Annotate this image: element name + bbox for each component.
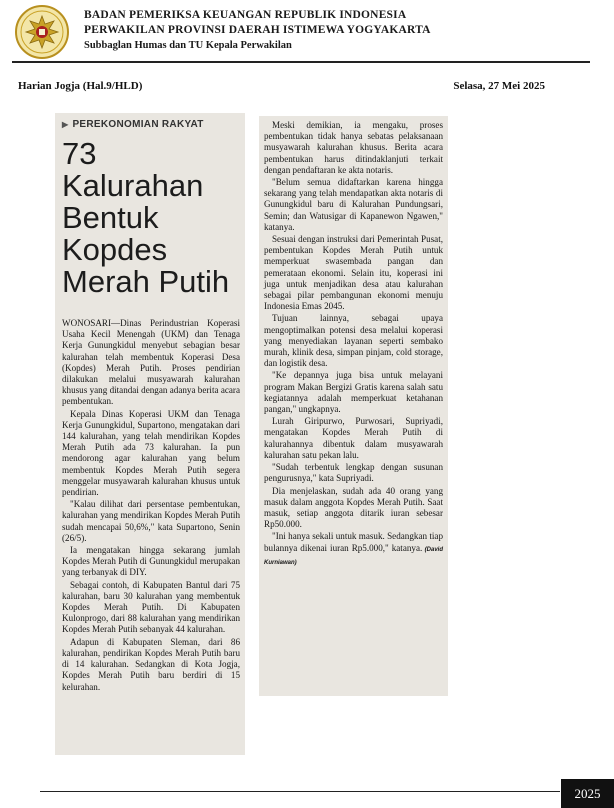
- publication-date: Selasa, 27 Mei 2025: [453, 80, 545, 92]
- right-body: [264, 120, 443, 569]
- article-paragraph: "Kalau dilihat dari persentase pembentukan, kalurahan yang mendirikan Kopdes Merah Putih sudah mencapai 50,6%," kata Supartono, Senin (26/5).: [62, 499, 240, 543]
- article-paragraph: Kepala Dinas Koperasi UKM dan Tenaga Kerja Gunungkidul, Supartono, mengatakan dari 144 kalurahan, yang telah mendirikan Kopdes Merah Putih ada 73 kalurahan. Ia pun mendorong agar kalurahan yang belum membentuk Kopdes Merah Putih segera menggelar musyawarah kalurahan khusus untuk pendirian.: [62, 408, 240, 498]
- left-body: [62, 318, 240, 693]
- org-name-line-1: BADAN PEMERIKSA KEUANGAN REPUBLIK INDONESIA: [84, 9, 407, 21]
- article-paragraph: Sesuai dengan instruksi dari Pemerintah Pusat, pembentukan Kopdes Merah Putih untuk memperkuat swasembada pangan dan pemerataan ekonomi. Selain itu, koperasi ini juga untuk menjadikan desa atau kalurahan sebagai pilar pembangunan ekonomi menuju Indonesia Emas 2045.: [264, 234, 443, 312]
- article-paragraph: "Sudah terbentuk lengkap dengan susunan pengurusnya," kata Supriyadi.: [264, 462, 443, 484]
- article-column-left: [55, 113, 245, 755]
- article-paragraph: WONOSARI—Dinas Perindustrian Koperasi Usaha Kecil Menengah (UKM) dan Tenaga Kerja Gunungkidul menyebut sebagian besar kalurahan telah membentuk Koperasi Desa (Kopdes) Merah Putih. Proses pendirian dilakukan melalui musyawarah kalurahan khusus yang ditandai dengan adanya berita acara pembentukan.: [62, 318, 240, 407]
- article-paragraph: Ia mengatakan hingga sekarang jumlah Kopdes Merah Putih di Gunungkidul merupakan yang terbanyak di DIY.: [62, 545, 240, 578]
- author-credit: (David Kurniawan): [264, 546, 443, 566]
- org-subunit: Subbaglan Humas dan TU Kepala Perwakilan: [84, 40, 292, 51]
- article-paragraph: Lurah Giripurwo, Purwosari, Supriyadi, mengatakan Kopdes Merah Putih di kalurahannya dibentuk dalam musyawarah kalurahan satu pekan lalu.: [264, 416, 443, 460]
- article-paragraph: Adapun di Kabupaten Sleman, dari 86 kalurahan, pendirikan Kopdes Merah Putih baru di 14 kalurahan. Sedangkan di Kota Jogja, Kopdes Merah Putih baru berdiri di 15 kelurahan.: [62, 636, 240, 692]
- year-badge: 2025: [561, 779, 614, 808]
- article-paragraph: Dia menjelaskan, sudah ada 40 orang yang masuk dalam anggota Kopdes Merah Putih. Saat masuk, setiap anggota ditarik iuran sebesar Rp50.000.: [264, 485, 443, 530]
- article-column-right: [259, 116, 448, 696]
- rubric-label: PEREKONOMIAN RAKYAT: [72, 119, 204, 130]
- source-label: Harian Jogja (Hal.9/HLD): [18, 80, 143, 92]
- article-paragraph: Meski demikian, ia mengaku, proses pembentukan tidak hanya sebatas pelaksanaan musyawarah kalurahan khusus. Berita acara pembentukan harus ditindaklanjuti terkait dengan pendaftaran ke akta notaris.: [264, 120, 443, 175]
- article-paragraph: Sebagai contoh, di Kabupaten Bantul dari 75 kalurahan, baru 30 kalurahan yang membentuk Kopdes Merah Putih. Di Kabupaten Kulonprogo, dari 88 kalurahan yang mendirikan Kopdes Merah Putih sebanyak 44 kalurahan.: [62, 579, 240, 635]
- header-divider: [12, 61, 590, 63]
- article-paragraph: "Ini hanya sekali untuk masuk. Sedangkan tiap bulannya dikenai iuran Rp5.000," katanya. (David Kurniawan): [264, 531, 443, 566]
- article-paragraph: "Ke depannya juga bisa untuk melayani program Makan Bergizi Gratis karena salah satu kegiatannya adalah memperkuat ketahanan pangan," ungkapnya.: [264, 370, 443, 415]
- footer-divider: [40, 791, 560, 792]
- article-headline: 73 Kalurahan Bentuk Kopdes Merah Putih: [62, 136, 230, 299]
- letterhead: [0, 0, 614, 64]
- article-paragraph: Tujuan lainnya, sebagai upaya mengoptimalkan potensi desa melalui koperasi yang menyediakan layanan seperti sembako murah, klinik desa, simpan pinjam, cold storage, dan logistik desa.: [264, 313, 443, 369]
- article-paragraph: "Belum semua didaftarkan karena hingga sekarang yang telah mendapatkan akta notaris di Gunungkidul baru di Kalurahan Pundungsari, Semin; dan Watusigar di Kapanewon Ngawen," katanya.: [264, 177, 443, 232]
- org-name-line-2: PERWAKILAN PROVINSI DAERAH ISTIMEWA YOGYAKARTA: [84, 24, 431, 36]
- rubric: [62, 119, 240, 130]
- triangle-icon: ▶: [62, 120, 69, 129]
- garuda-emblem-icon: [14, 4, 70, 60]
